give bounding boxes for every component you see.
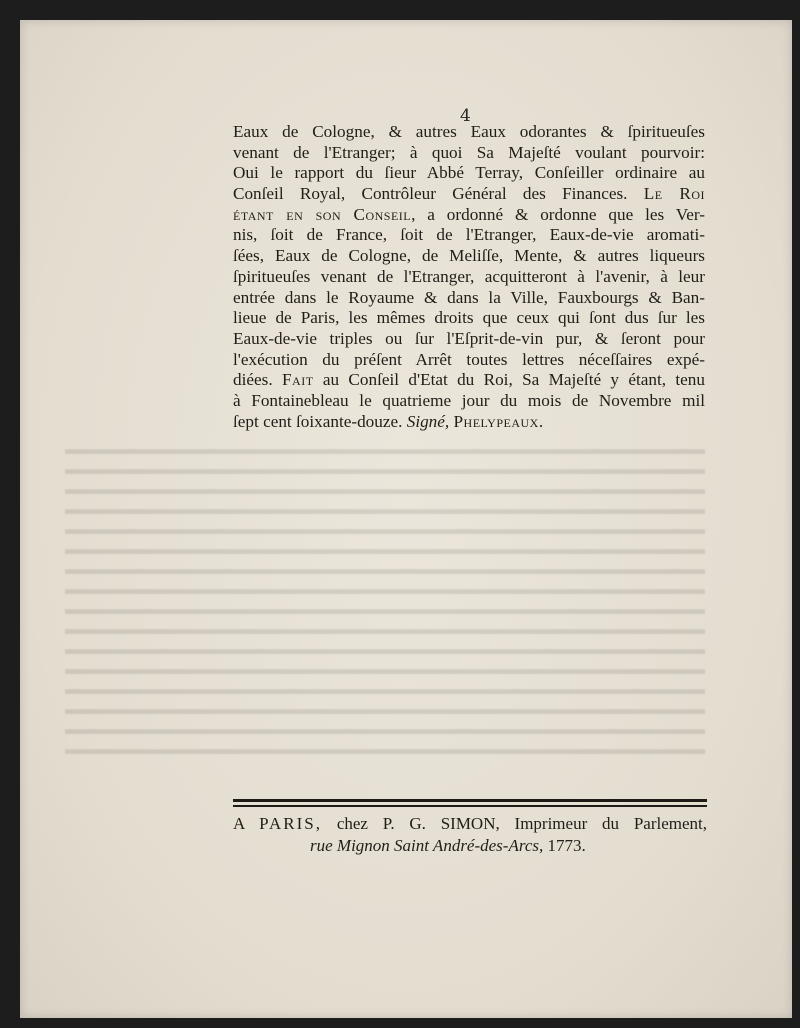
etant-en-son-conseil-text: étant en son Conseil xyxy=(233,204,412,224)
imprint-printer: chez P. G. SIMON, Imprimeur du Parlement, xyxy=(322,814,707,833)
text-line-1: Eaux de Cologne, & autres Eaux odorantes & ſpiritueuſes xyxy=(233,122,705,141)
fait-text: Fait xyxy=(281,370,314,390)
body-text xyxy=(233,122,705,432)
ordonne-text: , a ordonné & ordonne que les Ver- xyxy=(411,204,705,224)
le-roi-text: Le Roi xyxy=(643,184,705,204)
text-line-6: nis, ſoit de France, ſoit de l'Etranger, Eaux-de-vie aromati- xyxy=(233,225,705,245)
text-line-5 xyxy=(233,205,705,226)
sept-cent-text: ſept cent ſoixante-douze. xyxy=(233,411,403,431)
text-line-14: à Fontainebleau le quatrieme jour du mois de Novembre mil xyxy=(233,390,705,410)
text-line-13 xyxy=(233,370,705,391)
text-line-2: venant de l'Etranger; à quoi Sa Majeſté voulant pourvoir: xyxy=(233,142,705,162)
text-line-12: l'exécution du préſent Arrêt toutes lettres néceſſaires expé- xyxy=(233,349,705,369)
imprint-paris: PARIS, xyxy=(259,814,323,833)
show-through-texture: ▬▬▬▬▬▬▬▬▬▬▬▬▬▬▬▬▬▬▬▬▬▬▬▬▬▬▬▬▬▬▬▬▬▬▬▬▬▬▬▬ ▬▬▬▬▬▬▬▬▬▬▬▬▬▬▬▬▬▬▬▬▬▬▬▬▬▬▬▬▬▬▬▬▬▬▬▬▬▬▬▬ ▬▬▬▬▬▬▬▬▬▬▬▬▬▬▬▬▬▬▬▬▬▬▬▬▬▬▬▬▬▬▬▬▬▬▬▬▬▬▬▬ ▬▬▬▬▬▬▬▬▬▬▬▬▬▬▬▬▬▬▬▬▬▬▬▬▬▬▬▬▬▬▬▬▬▬▬▬▬▬▬▬ ▬▬▬▬▬▬▬▬▬▬▬▬▬▬▬▬▬▬▬▬▬▬▬▬▬▬▬▬▬▬▬▬▬▬▬▬▬▬▬▬ ▬▬▬▬▬▬▬▬▬▬▬▬▬▬▬▬▬▬▬▬▬▬▬▬▬▬▬▬▬▬▬▬▬▬▬▬▬▬▬▬ ▬▬▬▬▬▬▬▬▬▬▬▬▬▬▬▬▬▬▬▬▬▬▬▬▬▬▬▬▬▬▬▬▬▬▬▬▬▬▬▬ ▬▬▬▬▬▬▬▬▬▬▬▬▬▬▬▬▬▬▬▬▬▬▬▬▬▬▬▬▬▬▬▬▬▬▬▬▬▬▬▬ ▬▬▬▬▬▬▬▬▬▬▬▬▬▬▬▬▬▬▬▬▬▬▬▬▬▬▬▬▬▬▬▬▬▬▬▬▬▬▬▬ ▬▬▬▬▬▬▬▬▬▬▬▬▬▬▬▬▬▬▬▬▬▬▬▬▬▬▬▬▬▬▬▬▬▬▬▬▬▬▬▬ ▬▬▬▬▬▬▬▬▬▬▬▬▬▬▬▬▬▬▬▬▬▬▬▬▬▬▬▬▬▬▬▬▬▬▬▬▬▬▬▬ ▬▬▬▬▬▬▬▬▬▬▬▬▬▬▬▬▬▬▬▬▬▬▬▬▬▬▬▬▬▬▬▬▬▬▬▬▬▬▬▬ ▬▬▬▬▬▬▬▬▬▬▬▬▬▬▬▬▬▬▬▬▬▬▬▬▬▬▬▬▬▬▬▬▬▬▬▬▬▬▬▬ ▬▬▬▬▬▬▬▬▬▬▬▬▬▬▬▬▬▬▬▬▬▬▬▬▬▬▬▬▬▬▬▬▬▬▬▬▬▬▬▬ ▬▬▬▬▬▬▬▬▬▬▬▬▬▬▬▬▬▬▬▬▬▬▬▬▬▬▬▬▬▬▬▬▬▬▬▬▬▬▬▬ ▬▬▬▬▬▬▬▬▬▬▬▬▬▬▬▬▬▬▬▬▬▬▬▬▬▬▬▬▬▬▬▬▬▬▬▬▬▬▬▬ xyxy=(65,441,705,758)
text-line-15 xyxy=(233,412,705,433)
fait-rest-text: au Conſeil d'Etat du Roi, Sa Majeſté y étant, tenu xyxy=(313,370,705,390)
text-line-4 xyxy=(233,184,705,205)
text-line-7: ſées, Eaux de Cologne, de Meliſſe, Mente, & autres liqueurs xyxy=(233,246,705,266)
signe-text: Signé, xyxy=(406,411,450,431)
diees-text: diées. xyxy=(233,370,273,390)
text-line-11: Eaux-de-vie triples ou ſur l'Eſprit-de-vin pur, & ſeront pour xyxy=(233,328,705,348)
phelypeaux-signature: Phelypeaux. xyxy=(453,411,544,431)
text-line-10: lieue de Paris, les mêmes droits que ceux qui ſont dus ſur les xyxy=(233,308,705,328)
text-line-8: ſpiritueuſes venant de l'Etranger, acquitteront à l'avenir, à leur xyxy=(233,266,705,286)
document-page xyxy=(20,20,792,1018)
imprint-a: A xyxy=(233,814,245,833)
page-number: 4 xyxy=(460,106,471,126)
text-line-4-main: Conſeil Royal, Contrôleur Général des Finances. xyxy=(233,184,628,204)
imprint-line-2 xyxy=(310,836,586,856)
text-line-9: entrée dans le Royaume & dans la Ville, Fauxbourgs & Ban- xyxy=(233,287,705,307)
imprint-year: 1773. xyxy=(547,836,586,855)
text-line-3: Oui le rapport du ſieur Abbé Terray, Conſeiller ordinaire au xyxy=(233,163,705,183)
imprint-line-1 xyxy=(233,814,707,834)
imprint-rule-thick xyxy=(233,799,707,802)
imprint-rule-thin xyxy=(233,805,707,807)
imprint-address: rue Mignon Saint André-des-Arcs, xyxy=(310,836,544,855)
